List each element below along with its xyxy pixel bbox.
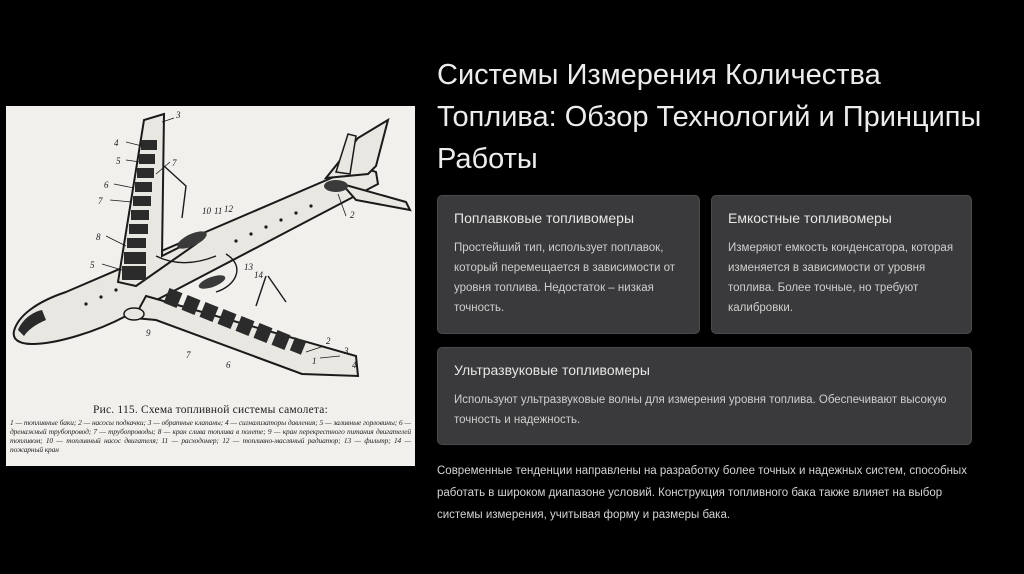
callout-13: 13 <box>244 262 253 272</box>
callout-14: 14 <box>254 270 263 280</box>
callout-4: 4 <box>114 138 119 148</box>
callout-12: 12 <box>224 204 233 214</box>
card-ultrasonic-gauges <box>437 347 972 445</box>
horizontal-tail <box>342 184 410 210</box>
card-capacitive-gauges <box>711 195 972 334</box>
card-text: Используют ультразвуковые волны для измерения уровня топлива. Обеспечивают высокую точность и надежность. <box>454 394 947 426</box>
callout-9: 9 <box>146 328 151 338</box>
callout-3: 3 <box>176 110 181 120</box>
aircraft-fuel-system-figure <box>6 106 415 466</box>
figure-caption-title: Рис. 115. Схема топливной системы самолета: <box>93 404 328 416</box>
callout-5b: 5 <box>90 260 95 270</box>
nacelle <box>124 308 144 320</box>
callout-2: 2 <box>350 210 355 220</box>
callout-2b: 2 <box>326 336 331 346</box>
figure-caption-legend: 1 — топливные баки; 2 — насосы подкачки; 3 — обратные клапаны; 4 — сигнализаторы давления; 5 — заливные горловины; 6 — дренажный трубопровод; 7 — трубопроводы; 8 — кран слива топлива в полете; 9 — кран перекрестного питания двигателей топливом; 10 — топливный насос двигателя; 11 — расходомер; 12 — топливно-масляный радиатор; 13 — фильтр; 14 — пожарный кран <box>10 418 411 454</box>
callout-7c: 7 <box>186 350 191 360</box>
callout-11: 11 <box>214 206 223 216</box>
page-title: Системы Измерения Количества Топлива: Обзор Технологий и Принципы Работы <box>437 59 982 175</box>
callout-10: 10 <box>202 206 211 216</box>
card-title: Ультразвуковые топливомеры <box>454 362 650 378</box>
callout-4b: 4 <box>352 360 357 370</box>
callout-1: 1 <box>312 356 317 366</box>
callout-8: 8 <box>96 232 101 242</box>
vertical-tail <box>326 120 388 178</box>
card-text: Простейший тип, использует поплавок, который перемещается в зависимости от уровня топлива. Недостаток – низкая точность. <box>454 242 676 314</box>
rear-engine <box>324 180 348 192</box>
callout-7: 7 <box>172 158 177 168</box>
card-float-gauges <box>437 195 700 334</box>
card-title: Емкостные топливомеры <box>728 210 892 226</box>
card-text: Измеряют емкость конденсатора, которая изменяется в зависимости от уровня топлива. Более точные, но требуют калибровки. <box>728 242 954 314</box>
card-title: Поплавковые топливомеры <box>454 210 635 226</box>
callout-5: 5 <box>116 156 121 166</box>
callout-7b: 7 <box>98 196 103 206</box>
callout-3b: 3 <box>344 346 349 356</box>
callout-6b: 6 <box>226 360 231 370</box>
aircraft-diagram <box>6 106 415 406</box>
lower-wing <box>134 296 358 376</box>
callout-6: 6 <box>104 180 109 190</box>
footer-paragraph: Современные тенденции направлены на разработку более точных и надежных систем, способных работать в широком диапазоне условий. Конструкция топливного бака также влияет на выбор системы измерения, учитывая форму и размеры бака. <box>437 465 967 521</box>
figure-caption <box>6 404 415 454</box>
